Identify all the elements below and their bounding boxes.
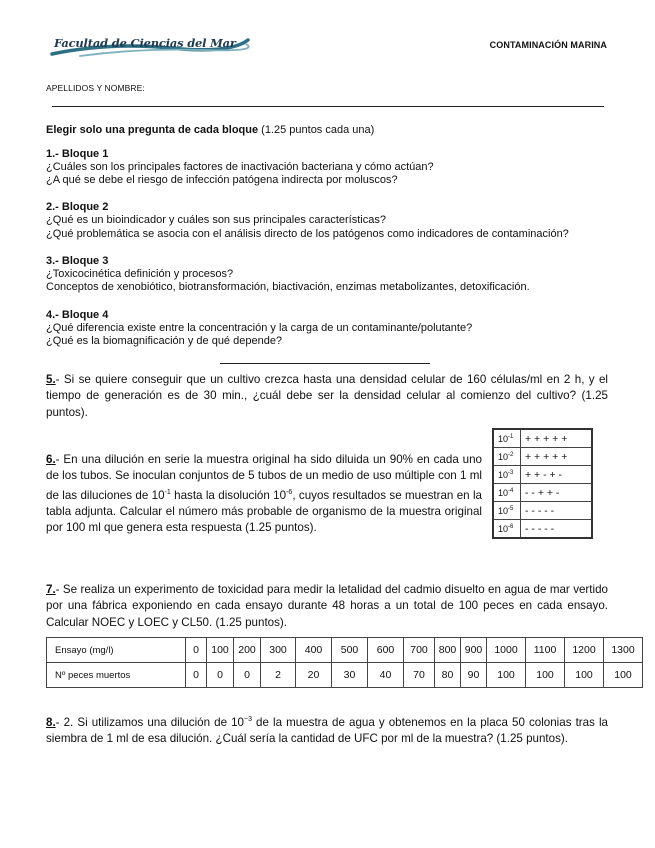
block-question: ¿Cuáles son los principales factores de inactivación bacteriana y cómo actúan? [46,161,434,173]
instruction [46,124,374,138]
superscript: -6 [286,488,293,496]
dose-cell: 300 [261,638,296,663]
instruction-rest: (1.25 puntos cada una) [258,124,375,136]
table-row [493,502,592,520]
table-row [47,638,643,663]
question-text: , cuyos resultados se muestran en la tabla adjunta. Calcular el número más probable de organismo de la muestra original por 100 ml que genera esta respuesta (1.25 puntos). [46,488,482,535]
block-question: ¿Toxicocinética definición y procesos? [46,268,234,280]
dose-cell: 1200 [565,638,604,663]
separator-line [220,363,430,364]
dose-cell: 500 [332,638,368,663]
dead-cell: 70 [404,663,435,688]
dose-cell: 900 [461,638,487,663]
dilution-cell: $10^{-1}$ [493,429,521,448]
question-8 [46,712,608,747]
block-question: ¿Qué diferencia existe entre la concentración y la carga de un contaminante/polutante? [46,322,473,334]
question-7 [46,582,608,631]
dose-cell: 800 [435,638,461,663]
row-header: Ensayo (mg/l) [47,638,186,663]
dead-cell: 100 [565,663,604,688]
question-text: - 2. Si utilizamos una dilución de 10 [55,715,244,729]
block-title: 1.- Bloque 1 [46,148,109,160]
block-question: ¿A qué se debe el riesgo de infección patógena indirecta por moluscos? [46,174,398,186]
table-row [493,429,592,448]
question-6 [46,452,482,536]
dose-cell: 700 [404,638,435,663]
faculty-logo [50,34,250,62]
question-number: 5. [46,373,56,386]
question-text: - En una dilución en serie la muestra original ha sido diluida un 90% en cada uno de los tubos. Se inoculan conjuntos de 5 tubos de un medio de uso múltiple con 1 ml de las diluciones de 10 [46,453,482,502]
dose-cell: 600 [368,638,404,663]
block-question: Conceptos de xenobiótico, biotransformación, biactivación, enzimas metabolizantes, detoxificación. [46,281,530,293]
dilution-cell: $10^{-5}$ [493,502,521,520]
superscript: −3 [243,716,252,723]
dilution-cell: $10^{-6}$ [493,520,521,539]
dilution-cell: $10^{-2}$ [493,448,521,466]
dead-cell: 100 [526,663,565,688]
block-question: ¿Qué es la biomagnificación y de qué depende? [46,335,283,347]
dead-cell: 0 [207,663,234,688]
question-text: - Se realiza un experimento de toxicidad para medir la letalidad del cadmio disuelto en agua de mar vertido por una fábrica exponiendo en cada ensayo durante 48 horas a un total de 100 peces en cada ensayo. Calcular NOEC y LOEC y CL50. (1.25 puntos). [46,583,608,629]
name-line [52,106,604,107]
dead-cell: 30 [332,663,368,688]
dead-cell: 100 [604,663,643,688]
table-row [493,466,592,484]
table-row [47,663,643,688]
question-5 [46,372,608,421]
dead-cell: 2 [261,663,296,688]
dose-cell: 400 [296,638,332,663]
dose-cell: 1000 [487,638,526,663]
block-question: ¿Qué problemática se asocia con el análisis directo de los patógenos como indicadores de contaminación? [46,228,569,240]
toxicity-table [46,637,643,688]
logo-text: Facultad de Ciencias del Mar [54,36,236,50]
question-text: hasta la disolución 10 [170,488,287,502]
result-cell: - - - - - [521,520,593,539]
result-cell: + + + + + [521,429,593,448]
course-title: CONTAMINACIÓN MARINA [489,40,607,50]
dead-cell: 0 [186,663,207,688]
block-question: ¿Qué es un bioindicador y cuáles son sus principales características? [46,214,386,226]
name-label: APELLIDOS Y NOMBRE: [46,83,145,93]
superscript: -1 [164,488,171,496]
dose-cell: 0 [186,638,207,663]
block-title: 4.- Bloque 4 [46,309,109,321]
question-number: 7. [46,583,56,596]
dead-cell: 100 [487,663,526,688]
dilution-cell: $10^{-4}$ [493,484,521,502]
dead-cell: 0 [234,663,261,688]
question-text: de la muestra de agua y obtenemos en la placa 50 colonias tras la siembra de 1 ml de esa dilución. ¿Cuál sería la cantidad de UFC por ml de la muestra? (1.25 puntos). [46,715,608,746]
table-row [493,448,592,466]
table-row [493,484,592,502]
dose-cell: 100 [207,638,234,663]
question-number: 6. [46,453,56,466]
dilution-cell: $10^{-3}$ [493,466,521,484]
question-text: - Si se quiere conseguir que un cultivo crezca hasta una densidad celular de 160 células/ml en 2 h, y el tiempo de generación es de 30 min., ¿cuál debe ser la densidad celular al comienzo del cultivo? (1.25 puntos). [46,373,608,419]
dead-cell: 80 [435,663,461,688]
result-cell: - - + + - [521,484,593,502]
dilution-table [492,428,593,539]
result-cell: + + - + - [521,466,593,484]
table-row [493,520,592,539]
dose-cell: 1300 [604,638,643,663]
instruction-bold: Elegir solo una pregunta de cada bloque [46,124,259,136]
result-cell: - - - - - [521,502,593,520]
dead-cell: 40 [368,663,404,688]
block-title: 2.- Bloque 2 [46,201,109,213]
dead-cell: 90 [461,663,487,688]
result-cell: + + + + + [521,448,593,466]
dose-cell: 200 [234,638,261,663]
block-title: 3.- Bloque 3 [46,255,109,267]
row-header: Nº peces muertos [47,663,186,688]
question-number: 8. [46,715,56,729]
dead-cell: 20 [296,663,332,688]
dose-cell: 1100 [526,638,565,663]
